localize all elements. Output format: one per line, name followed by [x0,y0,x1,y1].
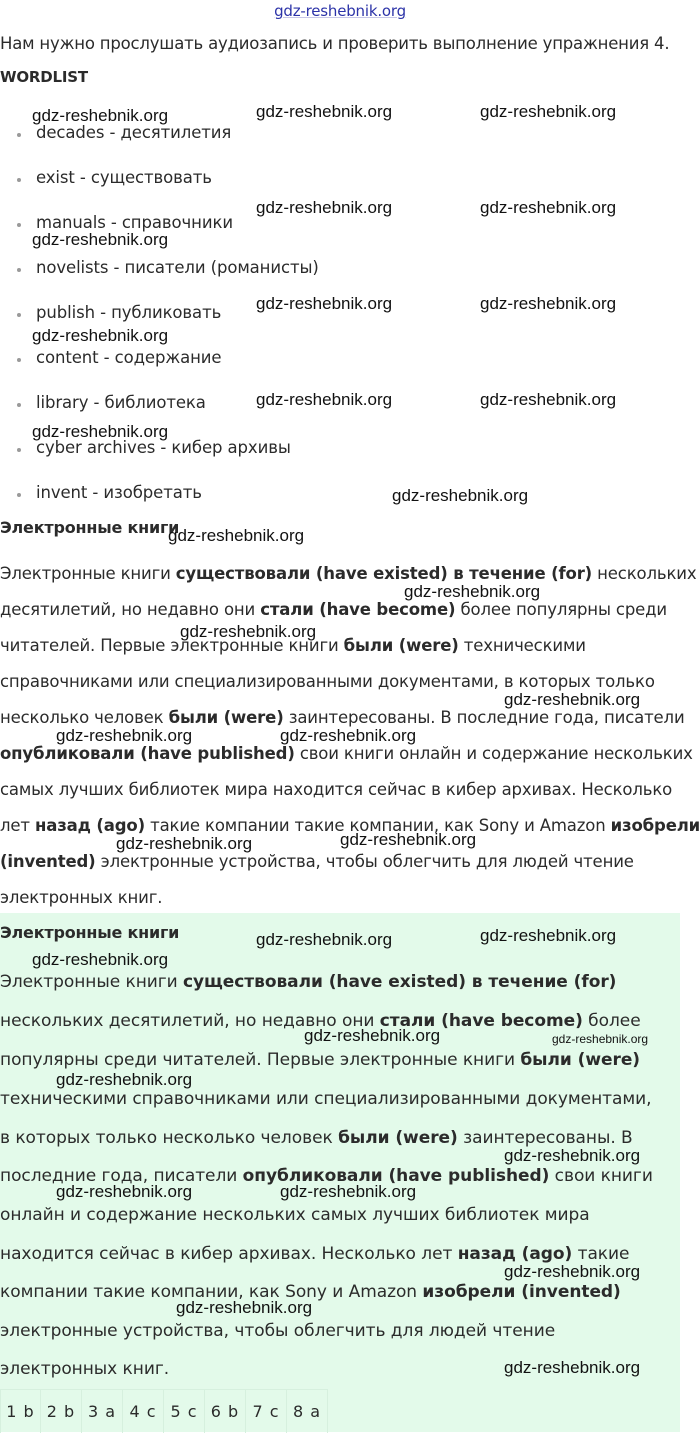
paragraph-line [0,1358,169,1380]
answer-cell: 1 b [0,1390,41,1433]
bullet-icon [17,313,21,317]
text-run: нескольких [592,564,697,583]
watermark-text: gdz-reshebnik.org [304,1026,441,1045]
answer-cell: 4 c [123,1390,164,1433]
text-run: онлайн и содержание нескольких самых лучших библиотек мира [0,1205,590,1225]
intro-text: Нам нужно прослушать аудиозапись и проверить выполнение упражнения 4. [0,34,670,53]
bullet-icon [17,133,21,137]
bold-phrase: были (were) [343,636,459,655]
paragraph-line [0,1088,652,1110]
list-item-text: publish - публиковать [36,303,222,322]
text-run: электронные устройства, чтобы облегчить для людей чтение [95,852,634,871]
answer-cell: 6 b [205,1390,246,1433]
text-run: такие компании такие компании, как Sony и Amazon [145,816,611,835]
list-item-text: decades - десятилетия [36,123,232,142]
text-run: нескольких десятилетий, но недавно они [0,1011,380,1031]
text-run: электронных книг. [0,1359,170,1379]
text-run: Электронные книги [0,972,183,992]
paragraph-line [0,1243,629,1265]
paragraph-line [0,779,672,801]
bullet-icon [17,358,21,362]
bold-phrase: назад (ago) [34,816,146,835]
bullet-icon [17,223,21,227]
watermark-text: gdz-reshebnik.org [480,198,617,217]
paragraph-line [0,851,634,873]
answer-cell: 5 c [164,1390,205,1433]
paragraph-line [0,707,685,729]
bold-phrase: опубликовали (have published) [242,1166,550,1186]
text-run: справочниками или специализированными документами, в которых только [0,672,655,691]
bold-phrase: существовали (have existed) в течение (for) [175,564,593,583]
text-run: компании такие компании, как Sony и Amazon [0,1282,423,1302]
list-item-text: content - содержание [36,348,222,367]
watermark-text: gdz-reshebnik.org [32,422,169,441]
paragraph-line [0,1165,653,1187]
list-item-text: manuals - справочники [36,213,233,232]
paragraph-line [0,1049,640,1071]
text-run: более [582,1011,641,1031]
text-run: техническими справочниками или специализированными документами, [0,1089,652,1109]
site-header-link[interactable]: gdz-reshebnik.org [274,2,406,20]
watermark-text: gdz-reshebnik.org [340,830,477,849]
watermark-text: gdz-reshebnik.org [552,1032,649,1046]
text-run: популярны среди читателей. Первые электронные книги [0,1050,521,1070]
text-run: несколько человек [0,708,169,727]
text-run: более популярны среди [455,600,668,619]
list-item-text: exist - существовать [36,168,212,187]
watermark-text: gdz-reshebnik.org [56,1070,193,1089]
watermark-text: gdz-reshebnik.org [480,390,617,409]
bullet-icon [17,403,21,407]
watermark-text: gdz-reshebnik.org [480,102,617,121]
answer-cell: 8 a [287,1390,328,1433]
watermark-text: gdz-reshebnik.org [280,1182,417,1201]
paragraph-line [0,887,162,909]
watermark-text: gdz-reshebnik.org [480,294,617,313]
bold-phrase: стали (have become) [260,600,456,619]
answer-cell: 7 c [246,1390,287,1433]
bold-phrase: были (were) [338,1128,458,1148]
answers-table [0,1389,328,1433]
text-run: электронные устройства, чтобы облегчить для людей чтение [0,1321,556,1341]
watermark-text: gdz-reshebnik.org [56,1182,193,1201]
watermark-text: gdz-reshebnik.org [116,834,253,853]
bullet-icon [17,448,21,452]
text-run: Электронные книги [0,564,176,583]
list-item-text: cyber archives - кибер архивы [36,438,291,457]
watermark-text: gdz-reshebnik.org [504,690,641,709]
text-run: находится сейчас в кибер архивах. Несколько лет [0,1244,458,1264]
paragraph-line [0,1204,590,1226]
bold-phrase: были (were) [168,708,284,727]
watermark-text: gdz-reshebnik.org [504,1358,641,1377]
watermark-text: gdz-reshebnik.org [256,102,393,121]
watermark-text: gdz-reshebnik.org [256,198,393,217]
paragraph-line [0,815,700,837]
watermark-text: gdz-reshebnik.org [256,930,393,949]
paragraph-line [0,1010,641,1032]
answer-cell: 3 a [82,1390,123,1433]
answer-section-title: Электронные книги [0,923,180,942]
paragraph-line [0,1320,555,1342]
watermark-text: gdz-reshebnik.org [32,326,169,345]
bold-phrase: существовали (have existed) в течение (for) [183,972,617,992]
bold-phrase: (invented) [0,852,96,871]
watermark-text: gdz-reshebnik.org [504,1262,641,1281]
paragraph-line [0,563,696,585]
watermark-text: gdz-reshebnik.org [404,582,541,601]
text-run: в которых только несколько человек [0,1128,339,1148]
text-run: такие [572,1244,630,1264]
bold-phrase: изобрели (invented) [422,1282,621,1302]
wordlist-title: WORDLIST [0,68,88,86]
answer-cell: 2 b [41,1390,82,1433]
text-run: заинтересованы. В [457,1128,633,1148]
text-run: техническими [458,636,586,655]
paragraph-line [0,635,586,657]
text-run: электронных книг. [0,888,163,907]
text-run: десятилетий, но недавно они [0,600,261,619]
bold-phrase: назад (ago) [457,1244,573,1264]
watermark-text: gdz-reshebnik.org [392,486,529,505]
bullet-icon [17,178,21,182]
bullet-icon [17,493,21,497]
watermark-text: gdz-reshebnik.org [504,1146,641,1165]
text-run: лет [0,816,35,835]
watermark-text: gdz-reshebnik.org [32,106,169,125]
watermark-text: gdz-reshebnik.org [176,1298,313,1317]
list-item-text: invent - изобретать [36,483,202,502]
bold-phrase: опубликовали (have published) [0,744,295,763]
bullet-icon [17,268,21,272]
paragraph-line [0,1281,621,1303]
text-run: заинтересованы. В последние года, писатели [283,708,685,727]
text-run: самых лучших библиотек мира находится сейчас в кибер архивах. Несколько [0,780,673,799]
bold-phrase: стали (have become) [379,1011,583,1031]
watermark-text: gdz-reshebnik.org [256,390,393,409]
section-title: Электронные книги [0,518,180,537]
paragraph-line [0,971,616,993]
paragraph-line [0,743,693,765]
watermark-text: gdz-reshebnik.org [280,726,417,745]
text-run: читателей. Первые электронные книги [0,636,344,655]
text-run: свои книги [549,1166,653,1186]
text-run: последние года, писатели [0,1166,243,1186]
bold-phrase: были (were) [520,1050,641,1070]
bold-phrase: изобрели [610,816,700,835]
watermark-text: gdz-reshebnik.org [256,294,393,313]
watermark-text: gdz-reshebnik.org [56,726,193,745]
watermark-text: gdz-reshebnik.org [32,950,169,969]
paragraph-line [0,599,667,621]
list-item-text: library - библиотека [36,393,206,412]
watermark-text: gdz-reshebnik.org [180,622,317,641]
text-run: свои книги онлайн и содержание нескольких [294,744,693,763]
watermark-text: gdz-reshebnik.org [480,926,617,945]
watermark-text: gdz-reshebnik.org [168,526,305,545]
paragraph-line [0,671,655,693]
watermark-text: gdz-reshebnik.org [32,230,169,249]
paragraph-line [0,1127,633,1149]
list-item-text: novelists - писатели (романисты) [36,258,319,277]
